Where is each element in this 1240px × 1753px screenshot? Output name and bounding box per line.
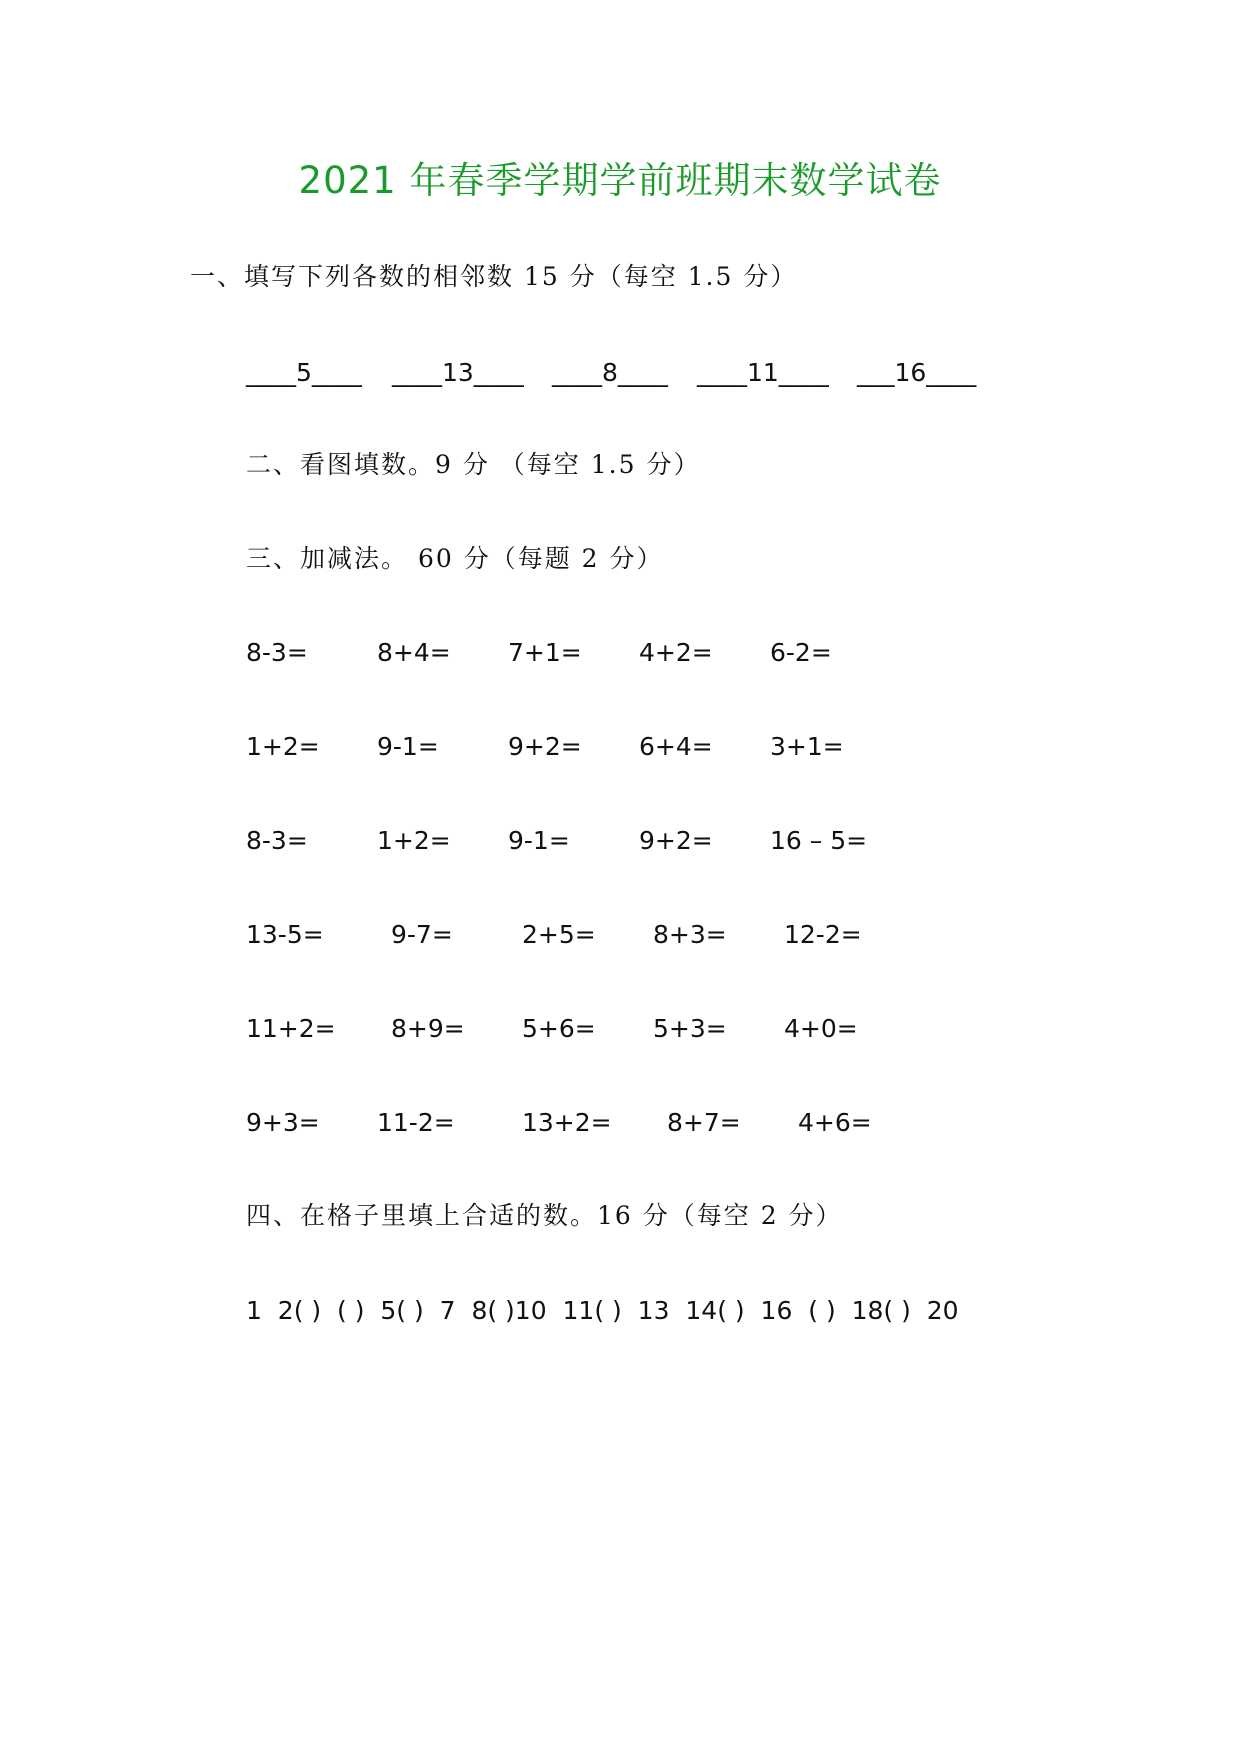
problem: 8-3= xyxy=(246,826,308,855)
number-sequence: 1 2( ) ( ) 5( ) 7 8( )10 11( ) 13 14( ) 16 ( ) 18( ) 20 xyxy=(246,1296,959,1325)
problem: 9-7= xyxy=(391,920,453,949)
problem: 9+2= xyxy=(639,826,713,855)
blank-item: ____5____ xyxy=(246,358,362,387)
problem: 8+3= xyxy=(653,920,727,949)
problem: 3+1= xyxy=(770,732,844,761)
page-title: 2021 年春季学期学前班期末数学试卷 xyxy=(298,159,942,202)
problem: 16 – 5= xyxy=(770,826,868,855)
problem: 13-5= xyxy=(246,920,324,949)
problem: 8+4= xyxy=(377,638,451,667)
blank-item: ____13____ xyxy=(392,358,524,387)
problem: 7+1= xyxy=(508,638,582,667)
problem: 9-1= xyxy=(377,732,439,761)
problem: 8+7= xyxy=(667,1108,741,1137)
section-1-heading: 一、填写下列各数的相邻数 15 分（每空 1.5 分） xyxy=(190,262,798,291)
problem: 1+2= xyxy=(246,732,320,761)
blank-item: ____11____ xyxy=(697,358,829,387)
blank-item: ____8____ xyxy=(552,358,668,387)
problem: 12-2= xyxy=(784,920,862,949)
blank-item: ___16____ xyxy=(857,358,977,387)
problem: 8-3= xyxy=(246,638,308,667)
problem: 4+6= xyxy=(798,1108,872,1137)
problem: 9+2= xyxy=(508,732,582,761)
section-4-heading: 四、在格子里填上合适的数。16 分（每空 2 分） xyxy=(246,1201,843,1230)
problem: 9+3= xyxy=(246,1108,320,1137)
problem: 11+2= xyxy=(246,1014,336,1043)
problem: 1+2= xyxy=(377,826,451,855)
problem: 6+4= xyxy=(639,732,713,761)
section-2-heading: 二、看图填数。9 分 （每空 1.5 分） xyxy=(246,450,701,479)
problem: 13+2= xyxy=(522,1108,612,1137)
problem: 11-2= xyxy=(377,1108,455,1137)
problem: 6-2= xyxy=(770,638,832,667)
problem: 4+0= xyxy=(784,1014,858,1043)
problem: 9-1= xyxy=(508,826,570,855)
problem: 5+6= xyxy=(522,1014,596,1043)
section-3-heading: 三、加减法。 60 分（每题 2 分） xyxy=(246,544,664,573)
problem: 5+3= xyxy=(653,1014,727,1043)
problem: 2+5= xyxy=(522,920,596,949)
problem: 8+9= xyxy=(391,1014,465,1043)
problem: 4+2= xyxy=(639,638,713,667)
